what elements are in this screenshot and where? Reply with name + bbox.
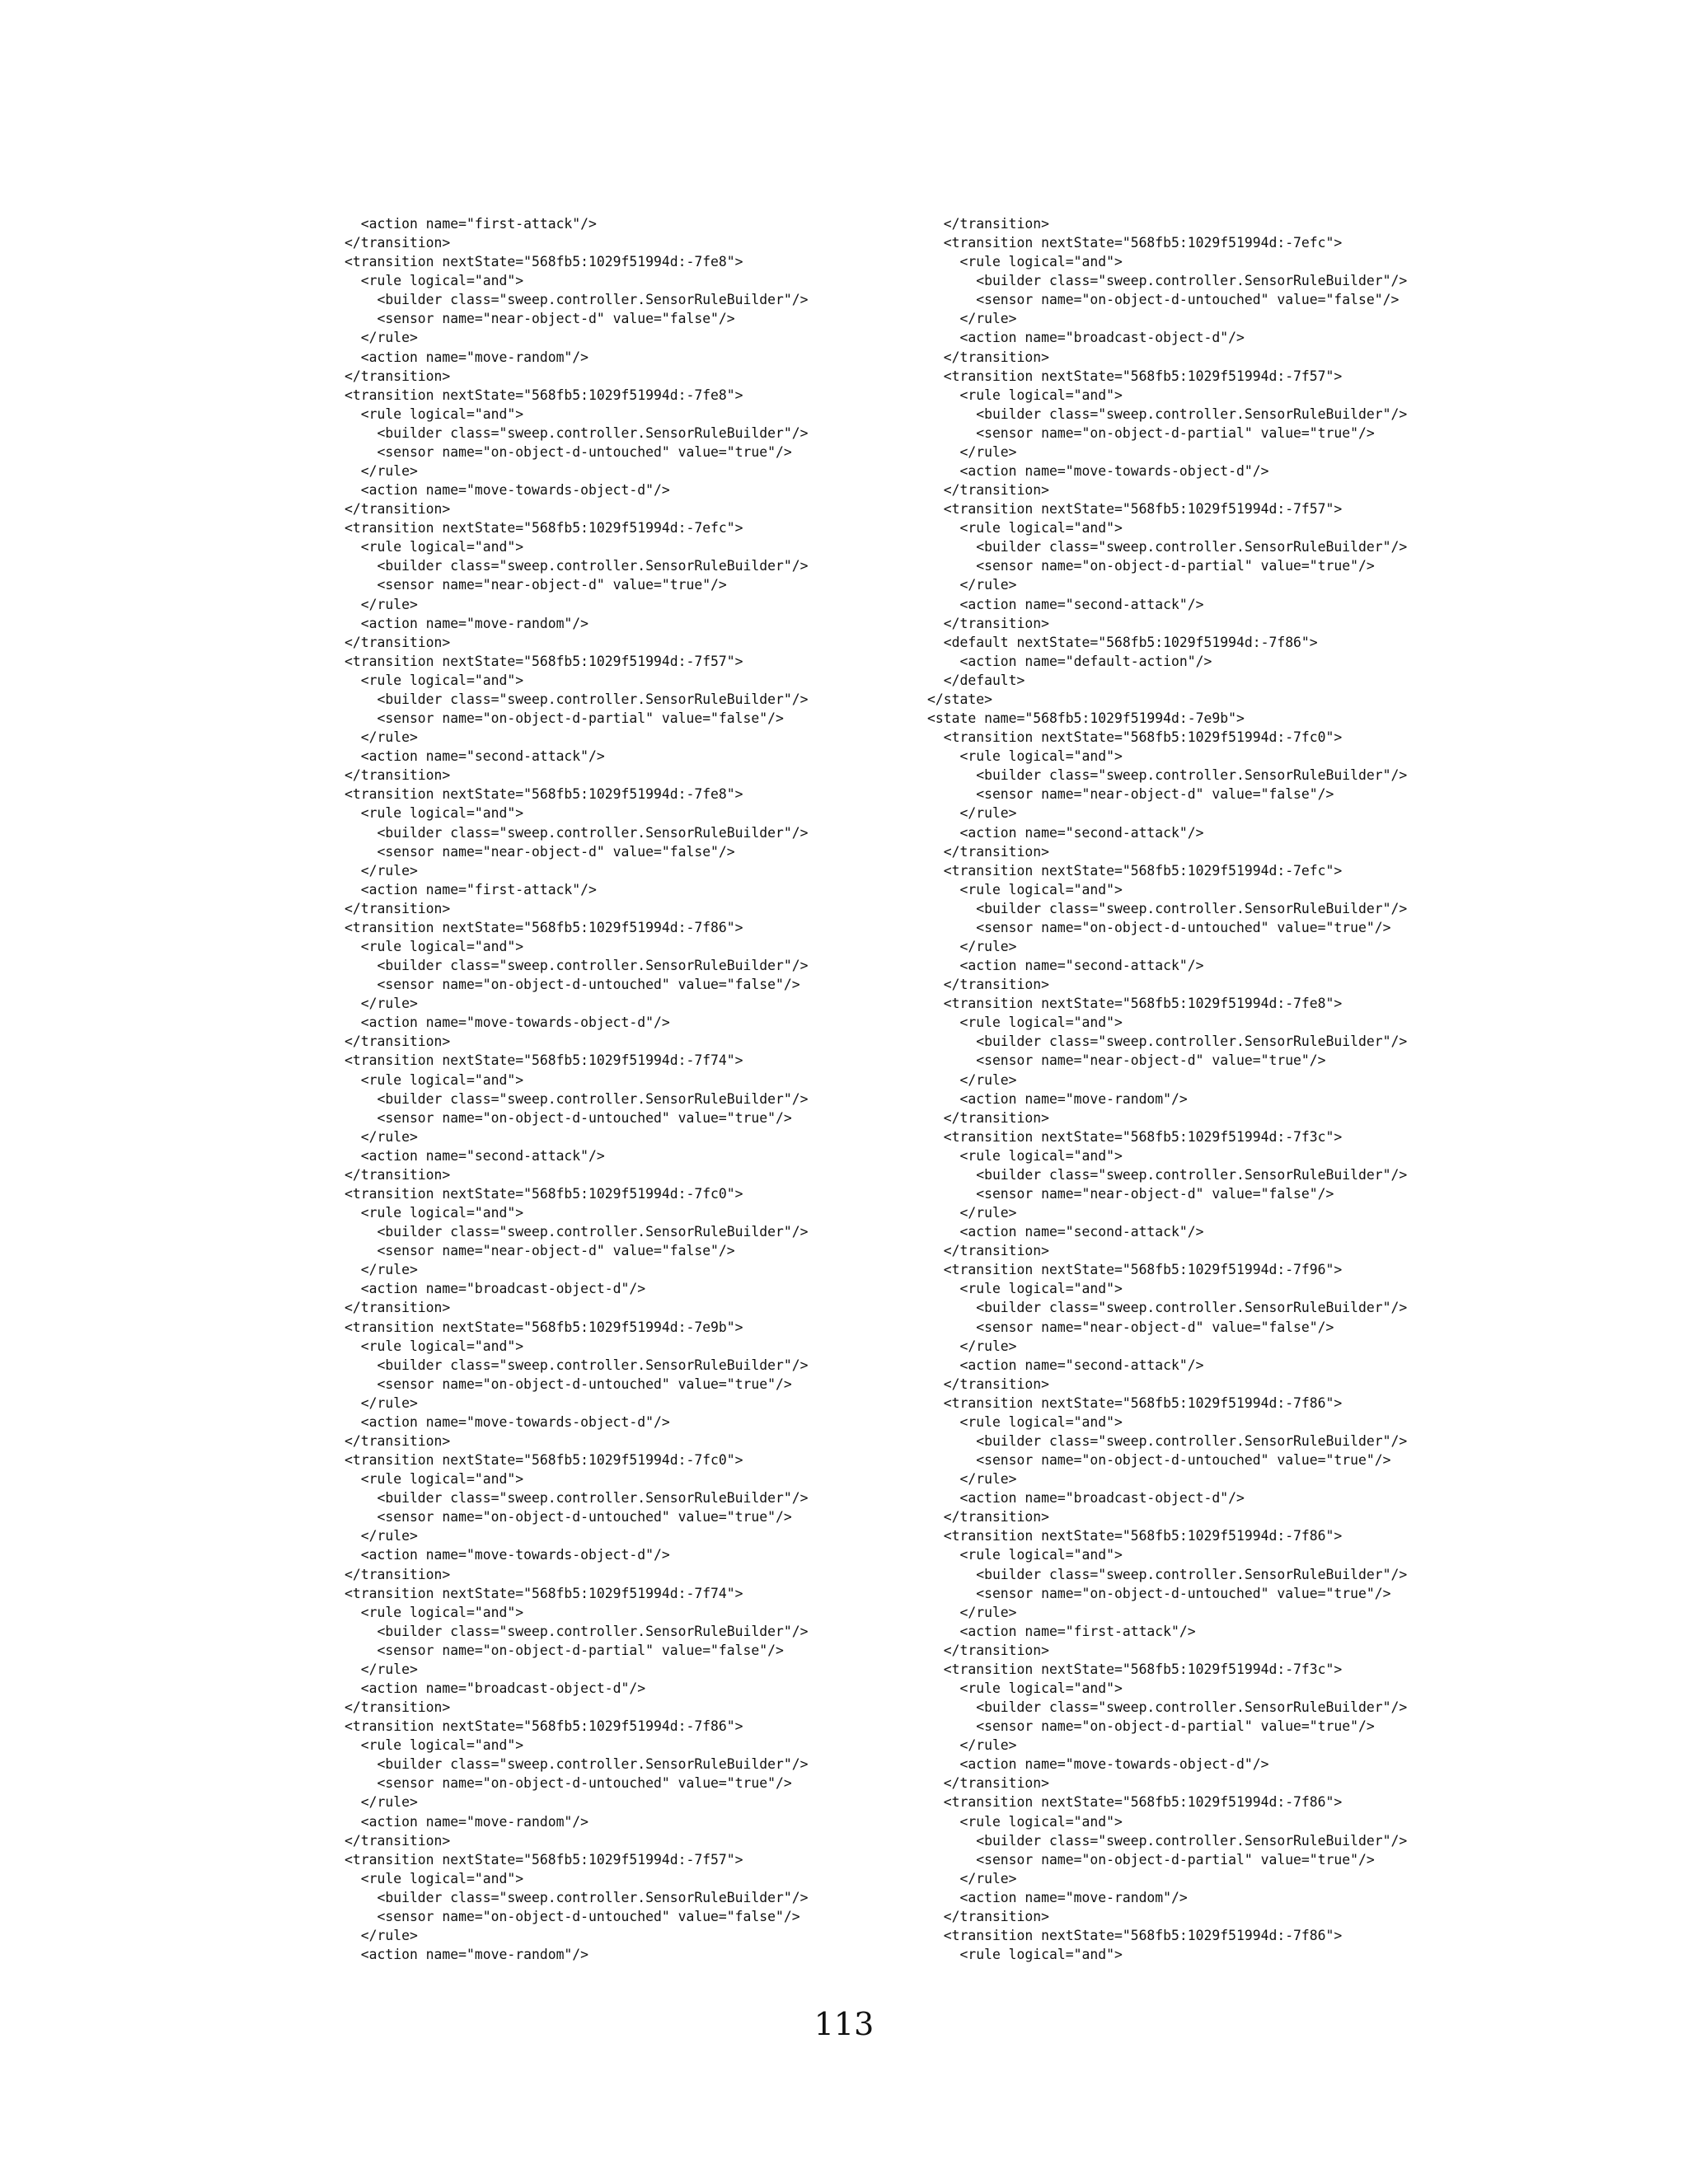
code-line: </rule> bbox=[927, 1870, 1017, 1886]
code-line: <transition nextState="568fb5:1029f51994d:-7f86"> bbox=[345, 1718, 743, 1735]
code-line: </transition> bbox=[927, 482, 1050, 499]
code-line: <action name="move-towards-object-d"/> bbox=[927, 463, 1269, 480]
code-line: <rule logical="and"> bbox=[927, 254, 1123, 270]
code-line: </rule> bbox=[345, 1262, 418, 1278]
code-line: <rule logical="and"> bbox=[345, 1870, 524, 1886]
code-line: <sensor name="on-object-d-partial" value="false"/> bbox=[345, 1642, 784, 1658]
code-line: <builder class="sweep.controller.SensorRuleBuilder"/> bbox=[927, 539, 1408, 555]
code-line: </rule> bbox=[345, 1128, 418, 1145]
page-number: 113 bbox=[814, 2006, 874, 2042]
code-line: <builder class="sweep.controller.SensorRuleBuilder"/> bbox=[927, 405, 1408, 422]
code-line: </rule> bbox=[345, 1928, 418, 1944]
code-line: </rule> bbox=[345, 596, 418, 612]
code-line: <sensor name="on-object-d-partial" value="false"/> bbox=[345, 710, 784, 727]
code-line: <action name="move-towards-object-d"/> bbox=[927, 1756, 1269, 1773]
code-line: <transition nextState="568fb5:1029f51994d:-7fc0"> bbox=[345, 1452, 743, 1469]
code-line: <sensor name="on-object-d-untouched" value="true"/> bbox=[927, 919, 1391, 935]
code-line: <action name="move-towards-object-d"/> bbox=[345, 482, 670, 499]
code-line: <transition nextState="568fb5:1029f51994d:-7f57"> bbox=[345, 1851, 743, 1868]
code-line: <rule logical="and"> bbox=[927, 1015, 1123, 1031]
code-line: <action name="second-attack"/> bbox=[927, 1224, 1204, 1240]
code-line: <builder class="sweep.controller.SensorRuleBuilder"/> bbox=[927, 1166, 1408, 1183]
code-line: <builder class="sweep.controller.SensorRuleBuilder"/> bbox=[927, 900, 1408, 916]
code-line: </rule> bbox=[927, 1338, 1017, 1354]
code-line: </transition> bbox=[345, 1033, 451, 1050]
code-listing-left-column bbox=[345, 214, 808, 1964]
code-line: <builder class="sweep.controller.SensorRuleBuilder"/> bbox=[927, 1433, 1408, 1449]
code-line: </rule> bbox=[345, 1394, 418, 1411]
code-line: <transition nextState="568fb5:1029f51994d:-7f86"> bbox=[927, 1794, 1343, 1811]
code-line: <builder class="sweep.controller.SensorRuleBuilder"/> bbox=[927, 1300, 1408, 1316]
code-line: <sensor name="on-object-d-untouched" value="true"/> bbox=[345, 1509, 792, 1526]
code-line: <transition nextState="568fb5:1029f51994d:-7fe8"> bbox=[345, 254, 743, 270]
code-line: </rule> bbox=[927, 443, 1017, 460]
code-line: <action name="move-random"/> bbox=[345, 1813, 589, 1830]
code-line: </transition> bbox=[927, 843, 1050, 860]
code-line: <rule logical="and"> bbox=[927, 520, 1123, 537]
code-listing-right-column bbox=[927, 214, 1407, 1964]
code-line: <default nextState="568fb5:1029f51994d:-7f86"> bbox=[927, 634, 1318, 650]
code-line: <rule logical="and"> bbox=[345, 805, 524, 822]
code-line: <rule logical="and"> bbox=[927, 387, 1123, 403]
code-line: <transition nextState="568fb5:1029f51994d:-7f86"> bbox=[927, 1528, 1343, 1544]
code-line: <action name="first-attack"/> bbox=[345, 881, 597, 898]
code-line: </rule> bbox=[345, 729, 418, 746]
code-line: <action name="second-attack"/> bbox=[345, 1147, 605, 1164]
code-line: </rule> bbox=[345, 330, 418, 346]
code-line: </transition> bbox=[345, 368, 451, 384]
code-line: <transition nextState="568fb5:1029f51994d:-7f74"> bbox=[345, 1585, 743, 1601]
code-line: </transition> bbox=[345, 1433, 451, 1449]
code-line: <builder class="sweep.controller.SensorRuleBuilder"/> bbox=[345, 424, 809, 441]
code-line: <builder class="sweep.controller.SensorRuleBuilder"/> bbox=[927, 1033, 1408, 1050]
code-line: </rule> bbox=[345, 1794, 418, 1811]
code-line: <action name="broadcast-object-d"/> bbox=[927, 1490, 1245, 1507]
code-line: </transition> bbox=[345, 235, 451, 251]
code-line: <rule logical="and"> bbox=[345, 1205, 524, 1221]
code-line: <sensor name="near-object-d" value="true"/> bbox=[927, 1052, 1326, 1069]
code-line: <builder class="sweep.controller.SensorRuleBuilder"/> bbox=[345, 292, 809, 308]
code-line: <builder class="sweep.controller.SensorRuleBuilder"/> bbox=[345, 558, 809, 574]
code-line: <action name="second-attack"/> bbox=[345, 748, 605, 765]
code-line: <sensor name="on-object-d-untouched" value="false"/> bbox=[345, 977, 800, 993]
code-line: </rule> bbox=[927, 805, 1017, 822]
code-line: <rule logical="and"> bbox=[927, 1413, 1123, 1430]
code-line: <builder class="sweep.controller.SensorRuleBuilder"/> bbox=[345, 1756, 809, 1773]
code-line: <sensor name="near-object-d" value="false"/> bbox=[927, 786, 1334, 803]
code-line: </rule> bbox=[345, 1661, 418, 1677]
code-line: </transition> bbox=[345, 1832, 451, 1849]
code-line: </transition> bbox=[927, 977, 1050, 993]
code-line: <rule logical="and"> bbox=[927, 881, 1123, 898]
code-line: <action name="move-random"/> bbox=[345, 615, 589, 631]
code-line: <builder class="sweep.controller.SensorRuleBuilder"/> bbox=[345, 1623, 809, 1639]
code-line: <transition nextState="568fb5:1029f51994d:-7e9b"> bbox=[345, 1319, 743, 1335]
code-line: </rule> bbox=[345, 463, 418, 480]
code-line: <action name="move-random"/> bbox=[345, 1947, 589, 1963]
code-line: </transition> bbox=[927, 1908, 1050, 1924]
code-line: <rule logical="and"> bbox=[927, 1281, 1123, 1297]
code-line: </transition> bbox=[927, 615, 1050, 631]
code-line: <builder class="sweep.controller.SensorRuleBuilder"/> bbox=[927, 1832, 1408, 1849]
code-line: <state name="568fb5:1029f51994d:-7e9b"> bbox=[927, 710, 1245, 727]
code-line: <transition nextState="568fb5:1029f51994d:-7f96"> bbox=[927, 1262, 1343, 1278]
code-line: </rule> bbox=[927, 1604, 1017, 1620]
code-line: </rule> bbox=[927, 1071, 1017, 1088]
code-line: </transition> bbox=[927, 1109, 1050, 1126]
code-line: <rule logical="and"> bbox=[345, 405, 524, 422]
code-line: <builder class="sweep.controller.SensorRuleBuilder"/> bbox=[345, 1889, 809, 1905]
code-line: <sensor name="on-object-d-partial" value="true"/> bbox=[927, 1851, 1375, 1868]
code-line: <builder class="sweep.controller.SensorRuleBuilder"/> bbox=[345, 958, 809, 974]
code-line: <action name="move-towards-object-d"/> bbox=[345, 1547, 670, 1563]
code-line: <sensor name="near-object-d" value="false"/> bbox=[345, 1243, 735, 1259]
code-line: </rule> bbox=[345, 862, 418, 879]
code-line: <builder class="sweep.controller.SensorRuleBuilder"/> bbox=[345, 824, 809, 841]
code-line: </transition> bbox=[345, 501, 451, 518]
code-line: </transition> bbox=[927, 1376, 1050, 1392]
code-line: <action name="first-attack"/> bbox=[345, 216, 597, 232]
code-line: </rule> bbox=[345, 1528, 418, 1544]
code-line: <action name="second-attack"/> bbox=[927, 958, 1204, 974]
code-line: <rule logical="and"> bbox=[927, 1547, 1123, 1563]
code-line: <sensor name="on-object-d-partial" value="true"/> bbox=[927, 1718, 1375, 1735]
code-line: <transition nextState="568fb5:1029f51994d:-7f86"> bbox=[927, 1394, 1343, 1411]
code-line: <rule logical="and"> bbox=[345, 1737, 524, 1754]
code-line: <sensor name="near-object-d" value="false"/> bbox=[345, 843, 735, 860]
code-line: <sensor name="on-object-d-untouched" value="false"/> bbox=[345, 1908, 800, 1924]
code-line: <transition nextState="568fb5:1029f51994d:-7f57"> bbox=[345, 653, 743, 669]
code-line: </transition> bbox=[345, 1166, 451, 1183]
code-line: </transition> bbox=[927, 1642, 1050, 1658]
code-line: <transition nextState="568fb5:1029f51994d:-7fe8"> bbox=[345, 786, 743, 803]
code-line: <transition nextState="568fb5:1029f51994d:-7fe8"> bbox=[345, 387, 743, 403]
code-line: <transition nextState="568fb5:1029f51994d:-7f86"> bbox=[345, 919, 743, 935]
code-line: </rule> bbox=[927, 1471, 1017, 1488]
code-line: <sensor name="on-object-d-untouched" value="true"/> bbox=[927, 1585, 1391, 1601]
code-line: <builder class="sweep.controller.SensorRuleBuilder"/> bbox=[927, 273, 1408, 289]
code-line: <sensor name="on-object-d-untouched" value="true"/> bbox=[345, 1376, 792, 1392]
code-line: <transition nextState="568fb5:1029f51994d:-7f57"> bbox=[927, 501, 1343, 518]
code-line: <action name="default-action"/> bbox=[927, 653, 1212, 669]
code-line: <sensor name="on-object-d-partial" value="true"/> bbox=[927, 424, 1375, 441]
code-line: </state> bbox=[927, 691, 992, 707]
code-line: <action name="broadcast-object-d"/> bbox=[345, 1680, 646, 1697]
code-line: </transition> bbox=[927, 1775, 1050, 1792]
code-line: </default> bbox=[927, 672, 1025, 688]
code-line: <transition nextState="568fb5:1029f51994d:-7efc"> bbox=[927, 862, 1343, 879]
code-line: </transition> bbox=[927, 1509, 1050, 1526]
code-line: <sensor name="on-object-d-partial" value="true"/> bbox=[927, 558, 1375, 574]
code-line: <transition nextState="568fb5:1029f51994d:-7f57"> bbox=[927, 368, 1343, 384]
code-line: <transition nextState="568fb5:1029f51994d:-7f86"> bbox=[927, 1928, 1343, 1944]
code-line: <action name="move-towards-object-d"/> bbox=[345, 1413, 670, 1430]
code-line: </transition> bbox=[345, 767, 451, 784]
code-line: </transition> bbox=[345, 1566, 451, 1582]
code-line: </transition> bbox=[927, 1243, 1050, 1259]
code-line: <rule logical="and"> bbox=[345, 1338, 524, 1354]
code-line: <transition nextState="568fb5:1029f51994d:-7efc"> bbox=[927, 235, 1343, 251]
code-line: <action name="move-random"/> bbox=[927, 1889, 1188, 1905]
code-line: <rule logical="and"> bbox=[345, 273, 524, 289]
code-line: <transition nextState="568fb5:1029f51994d:-7f3c"> bbox=[927, 1661, 1343, 1677]
code-line: <sensor name="on-object-d-untouched" value="true"/> bbox=[927, 1452, 1391, 1469]
code-line: </rule> bbox=[927, 577, 1017, 593]
code-line: <action name="broadcast-object-d"/> bbox=[345, 1281, 646, 1297]
code-line: <rule logical="and"> bbox=[345, 539, 524, 555]
code-line: <action name="move-random"/> bbox=[345, 349, 589, 365]
code-line: <sensor name="near-object-d" value="false"/> bbox=[927, 1319, 1334, 1335]
code-line: <sensor name="on-object-d-untouched" value="false"/> bbox=[927, 292, 1400, 308]
code-line: <builder class="sweep.controller.SensorRuleBuilder"/> bbox=[927, 1699, 1408, 1716]
code-line: <rule logical="and"> bbox=[345, 938, 524, 954]
code-line: <action name="second-attack"/> bbox=[927, 1357, 1204, 1373]
code-line: <sensor name="on-object-d-untouched" value="true"/> bbox=[345, 443, 792, 460]
code-line: <builder class="sweep.controller.SensorRuleBuilder"/> bbox=[345, 1490, 809, 1507]
code-line: <action name="first-attack"/> bbox=[927, 1623, 1196, 1639]
code-line: <action name="broadcast-object-d"/> bbox=[927, 330, 1245, 346]
code-line: <action name="second-attack"/> bbox=[927, 824, 1204, 841]
code-line: <builder class="sweep.controller.SensorRuleBuilder"/> bbox=[927, 1566, 1408, 1582]
code-line: </transition> bbox=[345, 1300, 451, 1316]
code-line: <transition nextState="568fb5:1029f51994d:-7fc0"> bbox=[345, 1185, 743, 1202]
code-line: <transition nextState="568fb5:1029f51994d:-7f3c"> bbox=[927, 1128, 1343, 1145]
code-line: </rule> bbox=[927, 1737, 1017, 1754]
code-line: <rule logical="and"> bbox=[927, 1147, 1123, 1164]
code-line: <sensor name="near-object-d" value="true"/> bbox=[345, 577, 727, 593]
code-line: </rule> bbox=[345, 996, 418, 1012]
code-line: <action name="second-attack"/> bbox=[927, 596, 1204, 612]
code-line: <sensor name="near-object-d" value="false"/> bbox=[927, 1185, 1334, 1202]
code-line: </rule> bbox=[927, 1205, 1017, 1221]
code-line: <rule logical="and"> bbox=[345, 1604, 524, 1620]
code-line: <sensor name="near-object-d" value="false"/> bbox=[345, 311, 735, 327]
code-line: </rule> bbox=[927, 311, 1017, 327]
code-line: <action name="move-towards-object-d"/> bbox=[345, 1015, 670, 1031]
code-line: <rule logical="and"> bbox=[345, 1071, 524, 1088]
code-line: <transition nextState="568fb5:1029f51994d:-7f74"> bbox=[345, 1052, 743, 1069]
code-line: </rule> bbox=[927, 938, 1017, 954]
code-line: <sensor name="on-object-d-untouched" value="true"/> bbox=[345, 1109, 792, 1126]
code-line: <sensor name="on-object-d-untouched" value="true"/> bbox=[345, 1775, 792, 1792]
code-line: <transition nextState="568fb5:1029f51994d:-7fe8"> bbox=[927, 996, 1343, 1012]
code-line: <rule logical="and"> bbox=[345, 672, 524, 688]
code-line: <rule logical="and"> bbox=[345, 1471, 524, 1488]
code-line: <builder class="sweep.controller.SensorRuleBuilder"/> bbox=[927, 767, 1408, 784]
code-line: <transition nextState="568fb5:1029f51994d:-7fc0"> bbox=[927, 729, 1343, 746]
code-line: <builder class="sweep.controller.SensorRuleBuilder"/> bbox=[345, 1224, 809, 1240]
code-line: <transition nextState="568fb5:1029f51994d:-7efc"> bbox=[345, 520, 743, 537]
code-line: <builder class="sweep.controller.SensorRuleBuilder"/> bbox=[345, 1357, 809, 1373]
code-line: <rule logical="and"> bbox=[927, 1813, 1123, 1830]
code-line: <builder class="sweep.controller.SensorRuleBuilder"/> bbox=[345, 1090, 809, 1107]
code-line: <action name="move-random"/> bbox=[927, 1090, 1188, 1107]
code-line: </transition> bbox=[345, 634, 451, 650]
code-line: </transition> bbox=[927, 349, 1050, 365]
code-line: <rule logical="and"> bbox=[927, 1680, 1123, 1697]
code-line: <builder class="sweep.controller.SensorRuleBuilder"/> bbox=[345, 691, 809, 707]
code-line: </transition> bbox=[345, 1699, 451, 1716]
code-line: <rule logical="and"> bbox=[927, 748, 1123, 765]
code-line: <rule logical="and"> bbox=[927, 1947, 1123, 1963]
code-line: </transition> bbox=[927, 216, 1050, 232]
code-line: </transition> bbox=[345, 900, 451, 916]
